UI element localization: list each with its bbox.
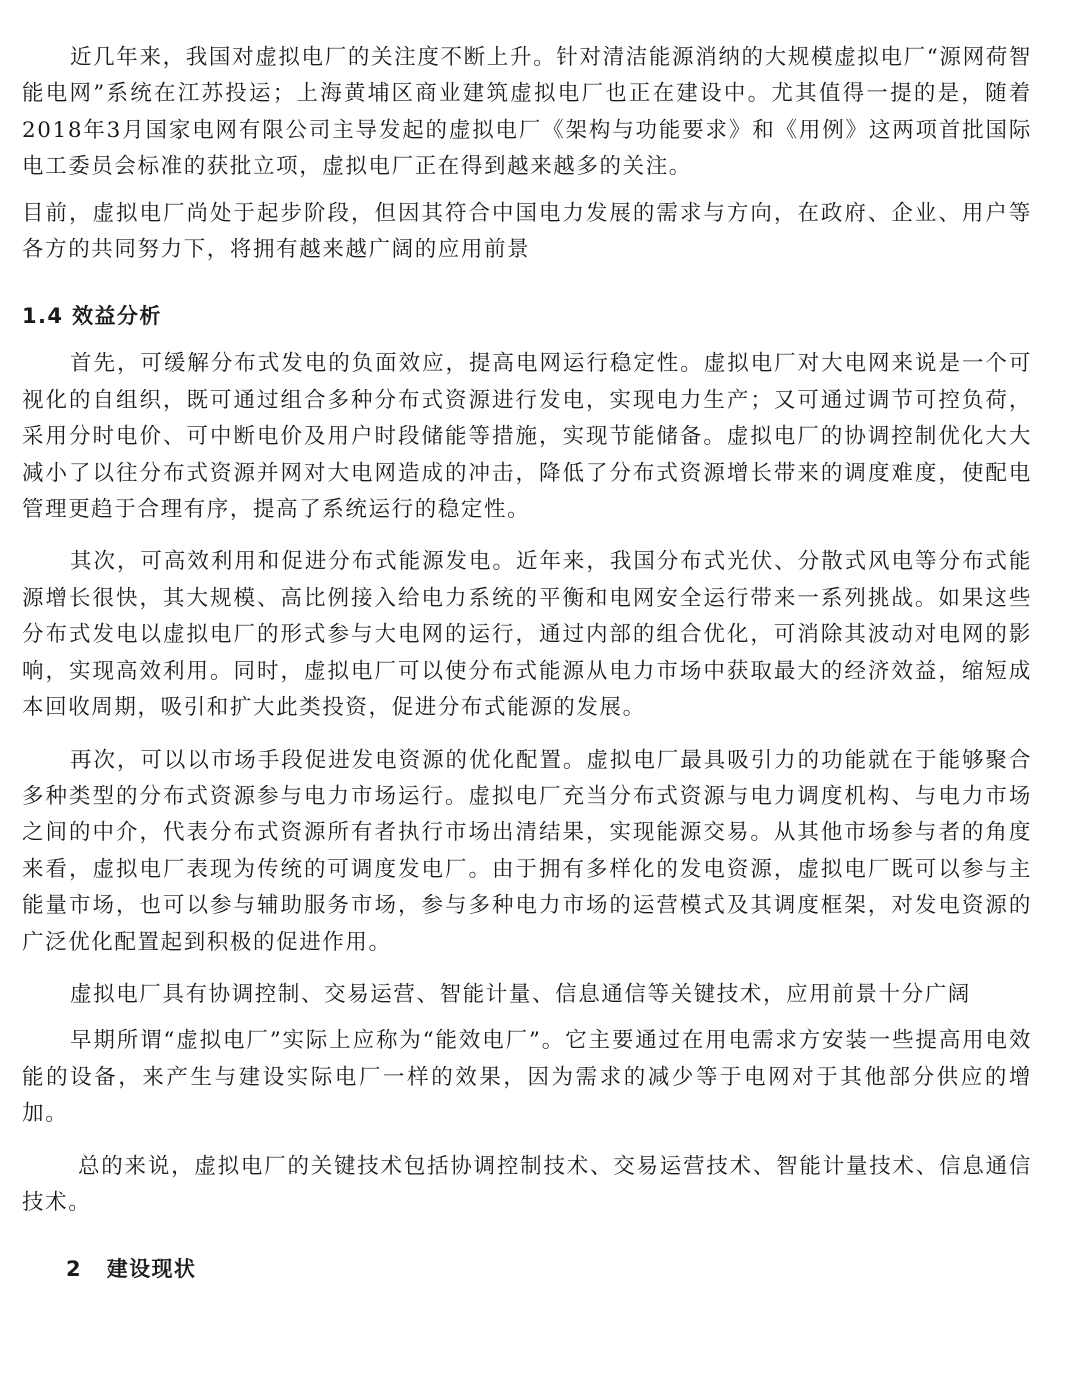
section-number: 1.4 <box>22 304 64 329</box>
section-title: 效益分析 <box>72 304 162 329</box>
section-number: 2 <box>66 1257 83 1282</box>
section-heading-construction-status <box>22 1251 1032 1287</box>
paragraph-vpp-attention: 近几年来，我国对虚拟电厂的关注度不断上升。针对清洁能源消纳的大规模虚拟电厂“源网荷智能电网”系统在江苏投运；上海黄埔区商业建筑虚拟电厂也正在建设中。尤其值得一提的是，随着2018年3月国家电网有限公司主导发起的虚拟电厂《架构与功能要求》和《用例》这两项首批国际电工委员会标准的获批立项，虚拟电厂正在得到越来越多的关注。 <box>22 45 1032 180</box>
document-page <box>22 40 1032 1287</box>
paragraph-benefit-third: 再次，可以以市场手段促进发电资源的优化配置。虚拟电厂最具吸引力的功能就在于能够聚合多种类型的分布式资源参与电力市场运行。虚拟电厂充当分布式资源与电力调度机构、与电力市场之间的中介，代表分布式资源所有者执行市场出清结果，实现能源交易。从其他市场参与者的角度来看，虚拟电厂表现为传统的可调度发电厂。由于拥有多样化的发电资源，虚拟电厂既可以参与主能量市场，也可以参与辅助服务市场，参与多种电力市场的运营模式及其调度框架，对发电资源的广泛优化配置起到积极的促进作用。 <box>22 747 1032 955</box>
paragraph-vpp-prospects: 目前，虚拟电厂尚处于起步阶段，但因其符合中国电力发展的需求与方向，在政府、企业、用户等各方的共同努力下，将拥有越来越广阔的应用前景 <box>22 200 1032 263</box>
paragraph-summary: 总的来说，虚拟电厂的关键技术包括协调控制技术、交易运营技术、智能计量技术、信息通信技术。 <box>22 1153 1032 1215</box>
section-heading-benefit-analysis <box>22 298 1032 334</box>
paragraph-benefit-second: 其次，可高效利用和促进分布式能源发电。近年来，我国分布式光伏、分散式风电等分布式能源增长很快，其大规模、高比例接入给电力系统的平衡和电网安全运行带来一系列挑战。如果这些分布式发电以虚拟电厂的形式参与大电网的运行，通过内部的组合优化，可消除其波动对电网的影响，实现高效利用。同时，虚拟电厂可以使分布式能源从电力市场中获取最大的经济效益，缩短成本回收周期，吸引和扩大此类投资，促进分布式能源的发展。 <box>22 549 1032 721</box>
paragraph-efficiency-power-plant: 早期所谓“虚拟电厂”实际上应称为“能效电厂”。它主要通过在用电需求方安装一些提高用电效能的设备，来产生与建设实际电厂一样的效果，因为需求的减少等于电网对于其他部分供应的增加。 <box>22 1028 1032 1127</box>
paragraph-key-technologies: 虚拟电厂具有协调控制、交易运营、智能计量、信息通信等关键技术，应用前景十分广阔 <box>70 981 971 1007</box>
paragraph-benefit-first: 首先，可缓解分布式发电的负面效应，提高电网运行稳定性。虚拟电厂对大电网来说是一个可视化的自组织，既可通过组合多种分布式资源进行发电，实现电力生产；又可通过调节可控负荷，采用分时电价、可中断电价及用户时段储能等措施，实现节能储备。虚拟电厂的协调控制优化大大减小了以往分布式资源并网对大电网造成的冲击，降低了分布式资源增长带来的调度难度，使配电管理更趋于合理有序，提高了系统运行的稳定性。 <box>22 351 1032 523</box>
section-title: 建设现状 <box>106 1257 197 1282</box>
